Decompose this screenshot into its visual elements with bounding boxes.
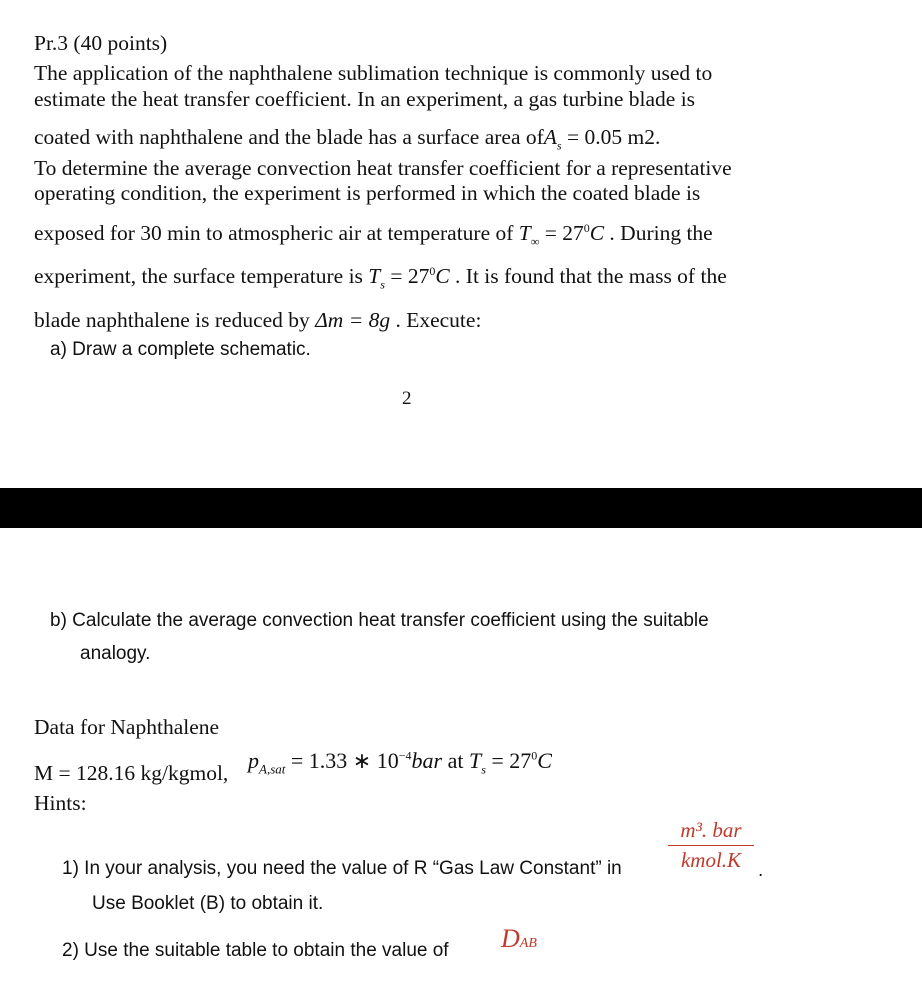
t-infinity-unit: C xyxy=(589,221,605,245)
psat-temperature-subscript: s xyxy=(481,762,486,777)
t-infinity-subscript: ∞ xyxy=(530,234,540,249)
problem-line-7 xyxy=(34,263,727,292)
line-7-end: . It is found that the mass of the xyxy=(455,264,727,288)
t-surface-value: = 27 xyxy=(384,264,430,288)
data-heading: Data for Naphthalene xyxy=(34,715,220,739)
diffusion-coefficient-symbol xyxy=(501,924,537,954)
molar-mass: M = 128.16 kg/kgmol, xyxy=(34,761,229,785)
part-b-line-1: b) Calculate the average convection heat transfer coefficient using the suitable xyxy=(50,610,709,631)
problem-line-5: operating condition, the experiment is performed in which the coated blade is xyxy=(34,181,701,205)
area-symbol: A xyxy=(543,125,557,149)
area-value: = 0.05 m2. xyxy=(561,125,661,149)
part-b-line-2: analogy. xyxy=(80,643,151,664)
page-number: 2 xyxy=(402,388,412,409)
page-bottom xyxy=(0,528,922,987)
psat-symbol: p xyxy=(248,748,259,773)
t-infinity-value: = 27 xyxy=(539,221,584,245)
hints-label: Hints: xyxy=(34,791,87,815)
line-7-text: experiment, the surface temperature is xyxy=(34,264,363,288)
t-surface-subscript: s xyxy=(380,277,385,292)
t-surface-symbol: T xyxy=(368,264,381,288)
problem-line-4: To determine the average convection heat transfer coefficient for a representative xyxy=(34,156,732,180)
gas-constant-units-fraction xyxy=(668,818,754,873)
fraction-numerator: m³. bar xyxy=(668,818,754,846)
psat-at: at xyxy=(442,748,469,773)
problem-line-3 xyxy=(34,124,661,153)
psat-temperature-value: = 27 xyxy=(485,748,532,773)
t-infinity-degree: 0 xyxy=(583,220,590,235)
hint-1-line-2: Use Booklet (B) to obtain it. xyxy=(92,893,324,914)
psat-subscript: A,sat xyxy=(259,761,286,777)
line-6-end: . During the xyxy=(609,221,713,245)
page-separator xyxy=(0,488,922,528)
problem-line-2: estimate the heat transfer coefficient. In an experiment, a gas turbine blade is xyxy=(34,87,696,111)
psat-temperature-unit: C xyxy=(537,748,552,773)
mass-change-expression: Δm = 8g xyxy=(315,308,391,332)
area-subscript: s xyxy=(556,138,562,153)
psat-unit: bar xyxy=(411,748,443,773)
problem-line-6 xyxy=(34,220,713,249)
problem-title: Pr.3 (40 points) xyxy=(34,31,168,55)
line-8-text: blade naphthalene is reduced by xyxy=(34,308,310,332)
psat-temperature-degree: 0 xyxy=(531,748,538,763)
line-6-text: exposed for 30 min to atmospheric air at temperature of xyxy=(34,221,514,245)
part-a: a) Draw a complete schematic. xyxy=(50,339,311,360)
problem-line-1: The application of the naphthalene sublimation technique is commonly used to xyxy=(34,61,713,85)
t-surface-unit: C xyxy=(435,264,450,288)
saturation-pressure xyxy=(248,748,552,777)
fraction-denominator: kmol.K xyxy=(680,848,742,872)
hint-1-line-1: 1) In your analysis, you need the value of R “Gas Law Constant” in xyxy=(62,858,622,879)
t-infinity-symbol: T xyxy=(518,221,531,245)
hint-2: 2) Use the suitable table to obtain the value of xyxy=(62,940,449,961)
psat-exponent: −4 xyxy=(398,748,412,763)
dab-symbol: D xyxy=(501,924,520,953)
psat-value: = 1.33 ∗ 10 xyxy=(285,748,399,773)
problem-line-8 xyxy=(34,307,481,333)
line-3-text: coated with naphthalene and the blade has a surface area of xyxy=(34,125,544,149)
psat-temperature-symbol: T xyxy=(468,748,482,773)
dab-subscript: AB xyxy=(519,936,537,951)
page-top xyxy=(0,0,922,488)
line-8-end: . Execute: xyxy=(395,308,482,332)
hint-1-period: . xyxy=(758,860,764,881)
t-surface-degree: 0 xyxy=(429,263,436,278)
